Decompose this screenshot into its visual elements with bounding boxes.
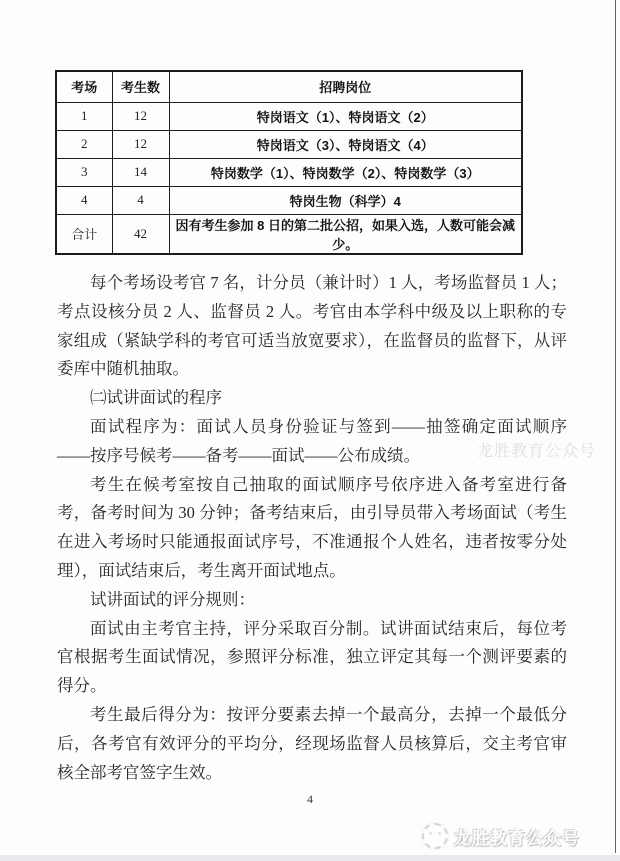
table-total-row [56,214,522,254]
table-row [56,158,522,186]
paragraph-candidate-flow: 考生在候考室按自己抽取的面试顺序号依序进入备考室进行备考，备考时间为 30 分钟；备考结束后，由引导员带入考场面试（考生在进入考场时只能通报面试序号，不准通报个人姓名，违者按零分处理），面试结束后，考生离开面试地点。 [57,474,567,580]
watermark-badge [422,823,580,849]
count-cell: 14 [112,158,169,186]
room-cell: 1 [56,102,112,130]
positions-cell: 特岗生物（科学）4 [169,186,522,214]
room-cell-total: 合计 [56,214,112,254]
paragraph-scoring-method: 面试由主考官主持，评分采取百分制。试讲面试结束后，每位考官根据考生面试情况，参照评分标准，独立评定其每一个测评要素的得分。 [57,618,567,696]
document-body-text [57,269,567,787]
scan-edge-line [615,0,616,853]
room-cell: 4 [56,186,112,214]
table-row [56,186,522,214]
page-number: 4 [307,792,313,806]
positions-cell: 特岗语文（3）、特岗语文（4） [169,130,522,158]
positions-cell: 特岗语文（1）、特岗语文（2） [169,102,522,130]
paragraph-section-heading: ㈡试讲面试的程序 [90,388,222,408]
exam-rooms-table-container [55,70,523,255]
scan-bottom-strip [0,855,620,861]
room-cell: 2 [56,130,112,158]
exam-rooms-table [55,70,523,255]
watermark-logo-icon [422,823,448,849]
count-cell: 4 [112,186,169,214]
table-row [56,130,522,158]
paragraph-interview-procedure: 面试程序为：面试人员身份验证与签到——抽签确定面试顺序——按序号候考——备考——面试——公布成绩。 [57,416,567,465]
table-header-row [56,71,522,102]
count-cell-total: 42 [112,214,169,254]
paragraph-examiners-setup: 每个考场设考官 7 名，计分员（兼计时）1 人，考场监督员 1 人；考点设核分员 2 人、监督员 2 人。考官由本学科中级及以上职称的专家组成（紧缺学科的考官可适当放宽要求），在监督员的监督下，从评委库中随机抽取。 [57,273,567,379]
paragraph-scoring-rules-heading: 试讲面试的评分规则： [90,589,255,609]
total-note-cell: 因有考生参加 8 日的第二批公招，如果入选，人数可能会减少。 [169,214,522,254]
header-exam-room: 考场 [56,71,112,102]
table-row [56,102,522,130]
positions-cell: 特岗数学（1）、特岗数学（2）、特岗数学（3） [169,158,522,186]
count-cell: 12 [112,130,169,158]
faint-mid-watermark: 龙胜教育公众号 [476,443,596,460]
header-positions: 招聘岗位 [169,71,522,102]
count-cell: 12 [112,102,169,130]
header-candidate-count: 考生数 [112,71,169,102]
watermark-label: 龙胜教育公众号 [454,828,580,848]
paragraph-final-score: 考生最后得分为：按评分要素去掉一个最高分，去掉一个最低分后，各考官有效评分的平均分，经现场监督人员核算后，交主考官审核全部考官签字生效。 [57,704,567,782]
room-cell: 3 [56,158,112,186]
